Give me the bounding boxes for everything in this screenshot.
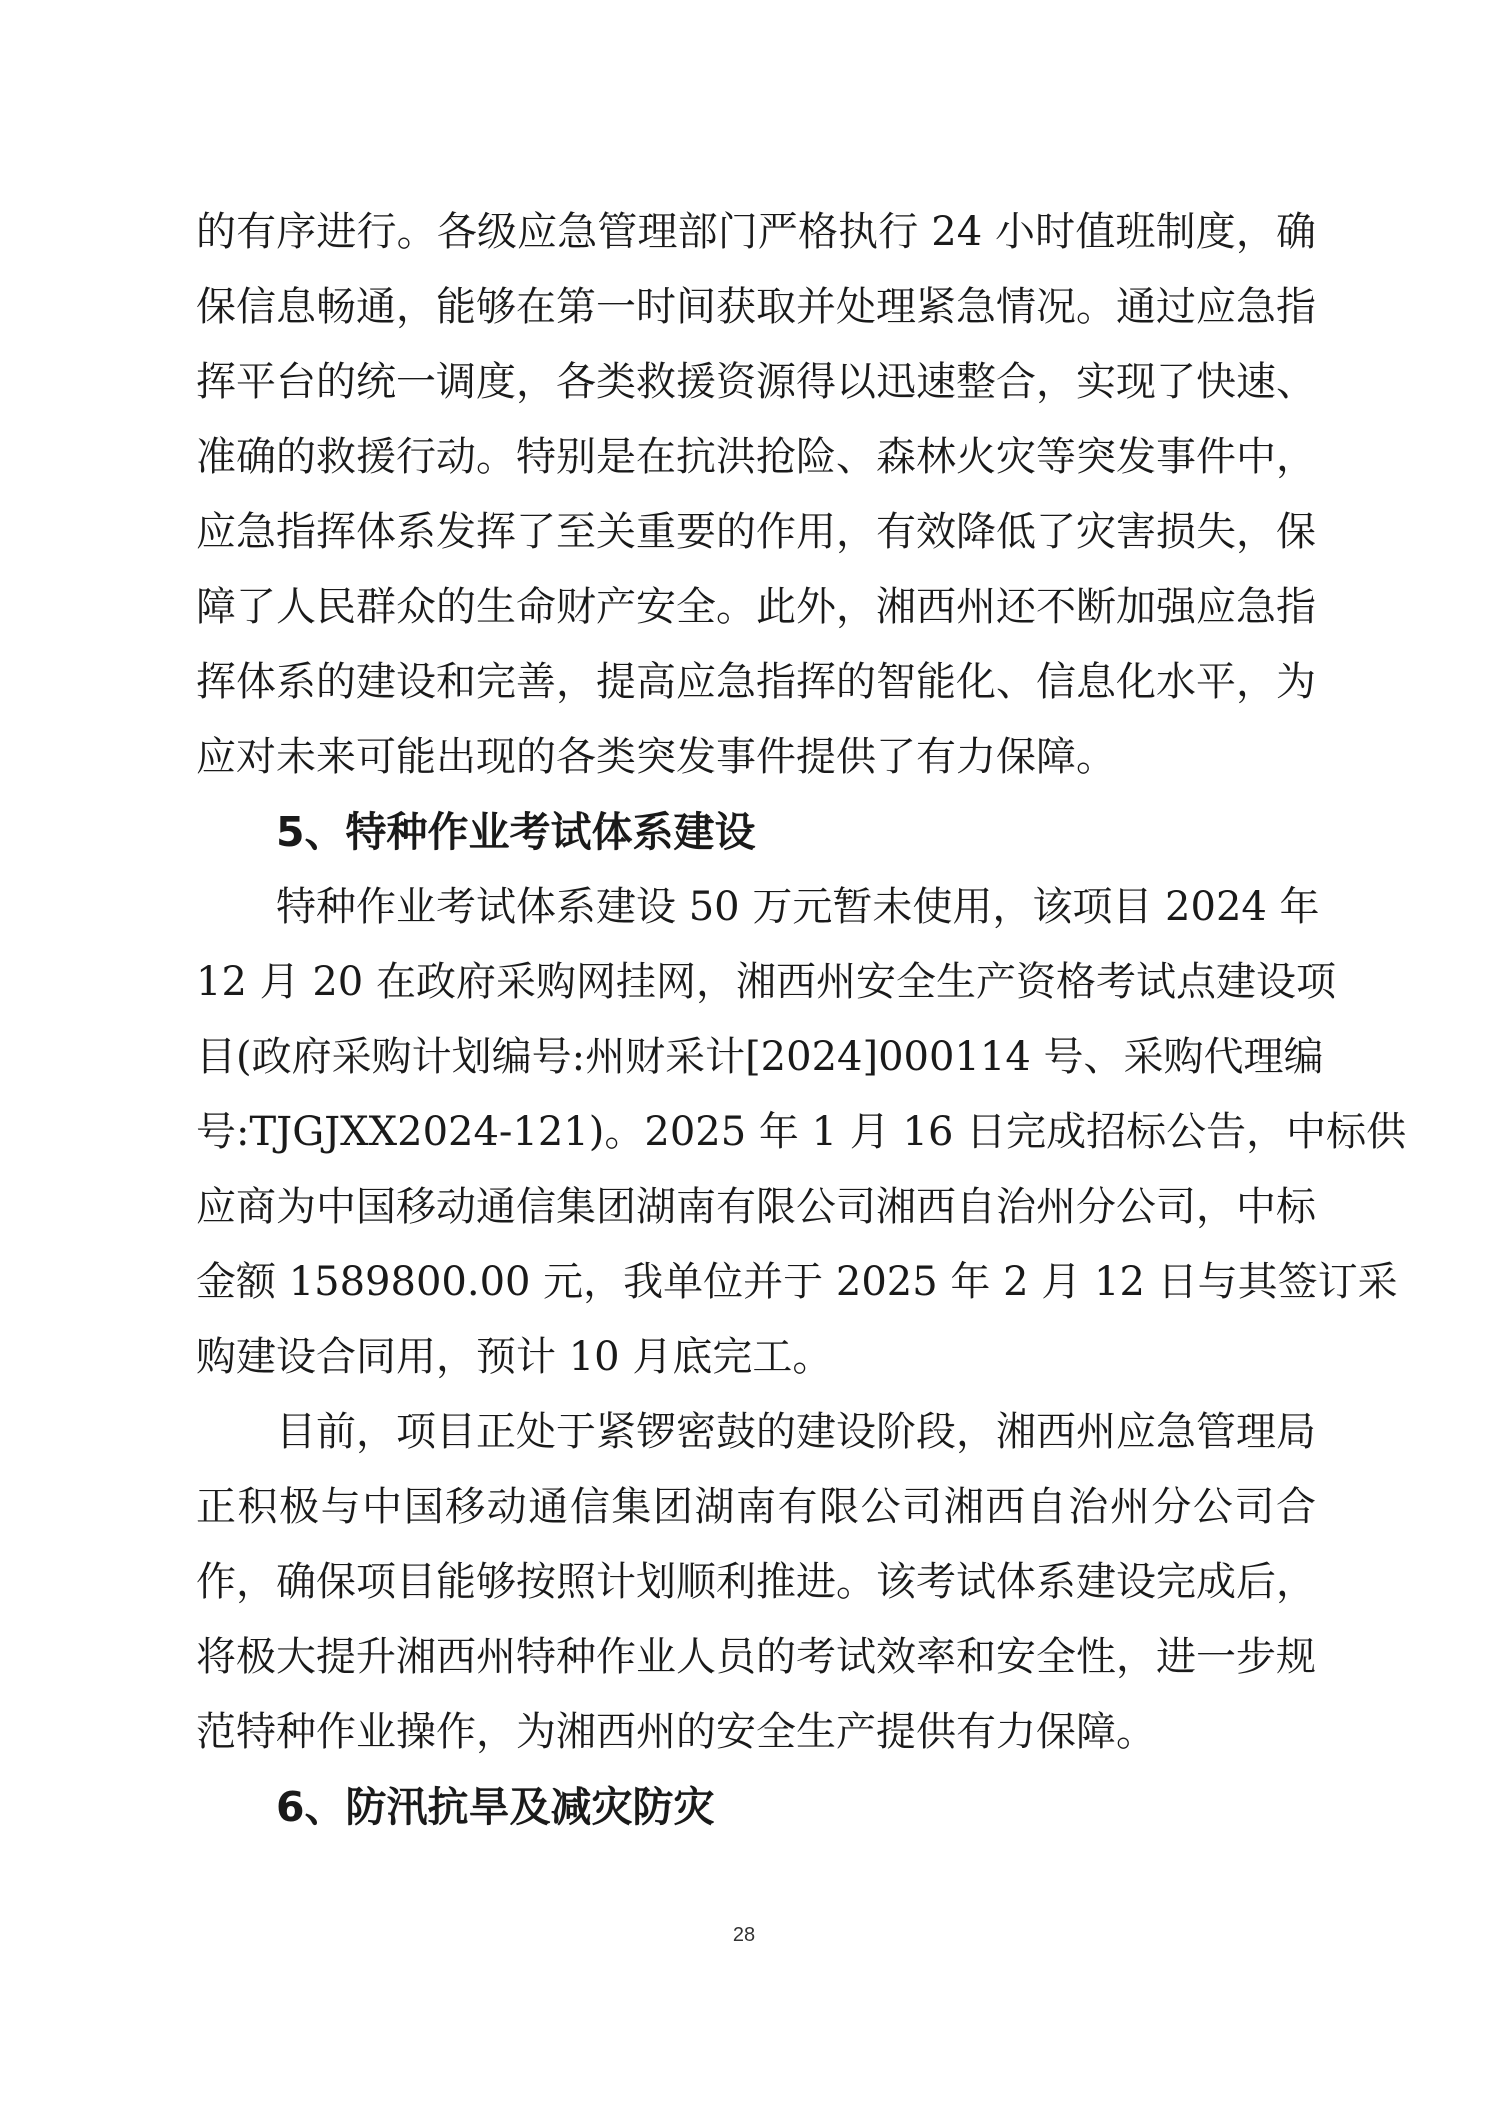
paragraph-line: 障了人民群众的生命财产安全。此外，湘西州还不断加强应急指 <box>196 584 1316 630</box>
paragraph-line: 范特种作业操作，为湘西州的安全生产提供有力保障。 <box>196 1709 1156 1755</box>
paragraph-line: 挥平台的统一调度，各类救援资源得以迅速整合，实现了快速、 <box>196 359 1316 405</box>
paragraph-line: 特种作业考试体系建设 50 万元暂未使用，该项目 2024 年 <box>276 884 1320 930</box>
paragraph-line: 购建设合同用，预计 10 月底完工。 <box>196 1334 833 1380</box>
paragraph-line: 的有序进行。各级应急管理部门严格执行 24 小时值班制度，确 <box>196 209 1316 255</box>
section-heading-6: 6、防汛抗旱及减灾防灾 <box>276 1783 715 1831</box>
paragraph-line: 正积极与中国移动通信集团湖南有限公司湘西自治州分公司合 <box>196 1484 1316 1530</box>
paragraph-line: 金额 1589800.00 元，我单位并于 2025 年 2 月 12 日与其签订采 <box>196 1259 1398 1305</box>
paragraph-line: 应商为中国移动通信集团湖南有限公司湘西自治州分公司，中标 <box>196 1184 1316 1230</box>
paragraph-line: 挥体系的建设和完善，提高应急指挥的智能化、信息化水平，为 <box>196 659 1316 705</box>
paragraph-line: 号:TJGJXX2024-121)。2025 年 1 月 16 日完成招标公告，中标供 <box>196 1109 1407 1155</box>
paragraph-line: 12 月 20 在政府采购网挂网，湘西州安全生产资格考试点建设项 <box>196 959 1336 1005</box>
section-heading-5: 5、特种作业考试体系建设 <box>276 808 756 856</box>
paragraph-line: 准确的救援行动。特别是在抗洪抢险、森林火灾等突发事件中， <box>196 434 1316 480</box>
paragraph-line: 应对未来可能出现的各类突发事件提供了有力保障。 <box>196 734 1116 780</box>
paragraph-line: 作，确保项目能够按照计划顺利推进。该考试体系建设完成后， <box>196 1559 1316 1605</box>
paragraph-line: 将极大提升湘西州特种作业人员的考试效率和安全性，进一步规 <box>196 1634 1316 1680</box>
page-number: 28 <box>732 1924 756 1946</box>
paragraph-line: 应急指挥体系发挥了至关重要的作用，有效降低了灾害损失，保 <box>196 509 1316 555</box>
paragraph-line: 保信息畅通，能够在第一时间获取并处理紧急情况。通过应急指 <box>196 284 1316 330</box>
paragraph-line: 目(政府采购计划编号:州财采计[2024]000114 号、采购代理编 <box>196 1034 1324 1080</box>
paragraph-line: 目前，项目正处于紧锣密鼓的建设阶段，湘西州应急管理局 <box>276 1409 1316 1455</box>
